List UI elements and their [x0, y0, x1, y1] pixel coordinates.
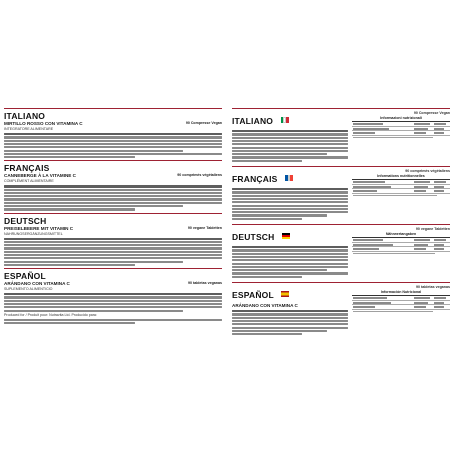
label-panel-left: [4, 108, 222, 344]
nutrition-table: [352, 227, 450, 258]
quantity-label: 90 comprimés végétaliens: [177, 173, 222, 178]
product-category: INTEGRATORE ALIMENTARE: [4, 127, 54, 131]
section-deutsch: [4, 213, 222, 267]
product-category: SUPLEMENTO ALIMENTICIO: [4, 287, 53, 292]
ingredients-text: [232, 130, 348, 162]
section-francais-right: [232, 166, 450, 224]
quantity-label: 90 Compresse Vegan: [185, 121, 222, 125]
label-panel-right: [232, 108, 450, 344]
language-heading: FRANÇAIS: [4, 163, 50, 174]
language-heading: ESPAÑOL: [232, 290, 274, 300]
language-heading: DEUTSCH: [4, 215, 47, 226]
product-name: CANNEBERGE À LA VITAMINE C: [4, 173, 76, 179]
germany-flag-icon: [282, 233, 290, 239]
table-title: Informations nutritionnelles: [352, 174, 450, 180]
nutrition-table: [352, 111, 450, 142]
language-heading: DEUTSCH: [232, 232, 275, 242]
manufacturer-footer: Produced for / Produit pour: Nutravita Ltd. Producido para:: [4, 312, 97, 317]
product-name: ARÁNDANO CON VITAMINA C: [232, 303, 298, 308]
language-heading: ITALIANO: [232, 116, 274, 126]
section-francais: [4, 160, 222, 210]
nutrition-table: [352, 285, 450, 316]
italy-flag-icon: [281, 117, 289, 123]
quantity-label: 90 Compresse Vegan: [413, 111, 450, 115]
quantity-label: 90 tabletas veganas: [416, 285, 450, 289]
table-title: Informazioni nutrizionali: [352, 116, 450, 122]
text-block: [4, 238, 222, 266]
text-block: [4, 133, 222, 158]
product-name: MIRTILLO ROSSO CON VITAMINA C: [4, 121, 83, 126]
quantity-label: 90 comprimés végétaliens: [405, 169, 450, 173]
text-block: [4, 185, 222, 210]
language-heading: ESPAÑOL: [4, 271, 46, 282]
address-lines: [4, 319, 222, 324]
text-block: [4, 293, 222, 312]
product-name: ARÁNDANO CON VITAMINA C: [4, 281, 70, 287]
quantity-label: 90 tabletas veganas: [188, 281, 222, 286]
section-deutsch-right: [232, 224, 450, 282]
quantity-label: 90 vegane Tabletten: [187, 225, 222, 230]
france-flag-icon: [285, 175, 293, 181]
table-title: Nährwertangaben: [352, 232, 450, 238]
ingredients-text: [232, 310, 348, 335]
table-title: Información Nutricional: [352, 290, 450, 296]
section-espanol-right: [232, 282, 450, 340]
product-name: PREISELBEERE MIT VITAMIN C: [4, 225, 74, 231]
section-espanol: [4, 268, 222, 324]
quantity-label: 90 vegane Tabletten: [415, 227, 450, 231]
nutrition-table: [352, 169, 450, 200]
ingredients-text: [232, 246, 348, 278]
ingredients-text: [232, 188, 348, 220]
product-category: COMPLÉMENT ALIMENTAIRE: [4, 179, 54, 184]
language-heading: FRANÇAIS: [232, 174, 278, 184]
section-italiano: [4, 108, 222, 158]
section-italiano-right: [232, 108, 450, 166]
spain-flag-icon: [281, 291, 289, 297]
language-heading: ITALIANO: [4, 111, 46, 121]
product-category: NAHRUNGSERGÄNZUNGSMITTEL: [4, 231, 63, 236]
